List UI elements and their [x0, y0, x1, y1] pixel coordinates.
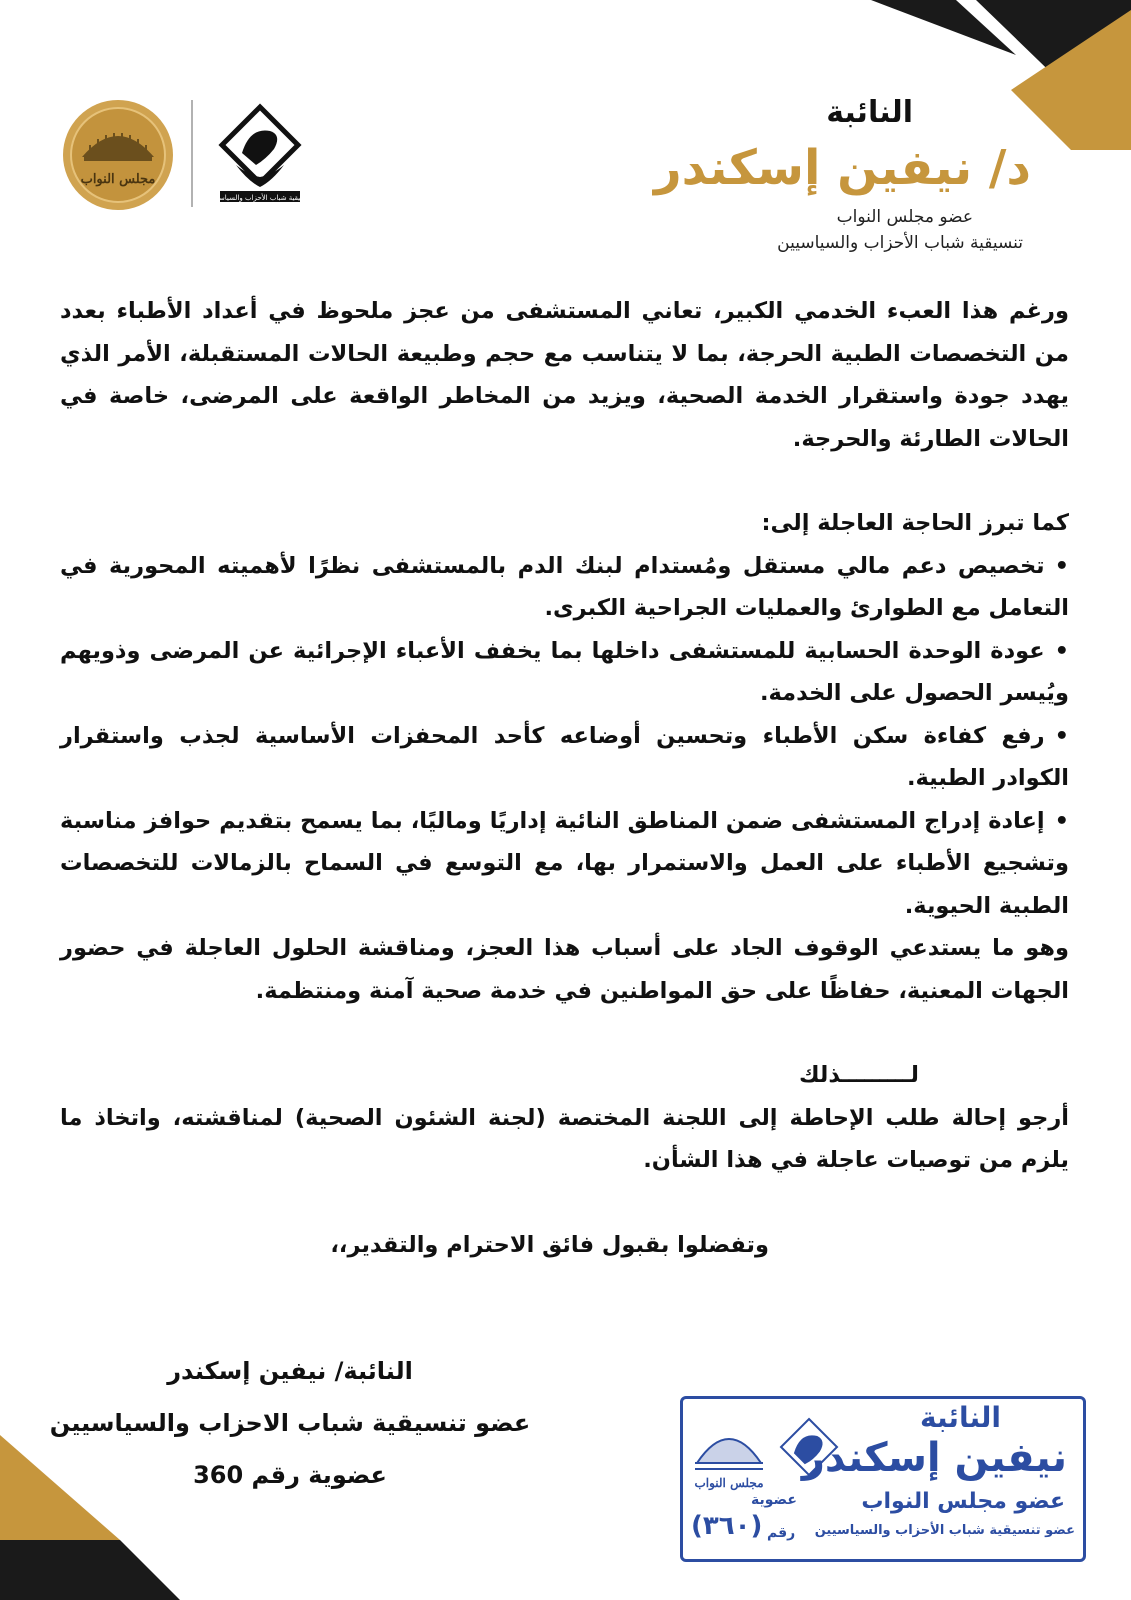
header-logos	[60, 95, 320, 220]
bullet-text: رفع كفاءة سكن الأطباء وتحسين أوضاعه كأحد المحفزات الأساسية لجذب واستقرار الكوادر الطبية.	[60, 722, 1069, 791]
paragraph-request-discussion: وهو ما يستدعي الوقوف الجاد على أسباب هذا العجز، ومناقشة الحلول العاجلة في حضور الجهات المعنية، حفاظًا على حق المواطنين في خدمة صحية آمنة ومنتظمة.	[60, 935, 1069, 1004]
role-line-1: عضو مجلس النواب	[836, 207, 973, 227]
bullet-item: •تخصيص دعم مالي مستقل ومُستدام لبنك الدم بالمستشفى نظرًا لأهميته المحورية في التعامل مع الطوارئ والعمليات الجراحية الكبرى.	[60, 552, 1069, 621]
bullet-item: •رفع كفاءة سكن الأطباء وتحسين أوضاعه كأحد المحفزات الأساسية لجذب واستقرار الكوادر الطبية.	[60, 722, 1069, 791]
signature-role: عضو تنسيقية شباب الاحزاب والسياسيين	[49, 1409, 531, 1437]
letter-body	[60, 290, 1069, 1266]
bullet-item: •إعادة إدراج المستشفى ضمن المناطق النائية إداريًا وماليًا، بما يسمح بتقديم حوافز مناسبة وتشجيع الأطباء على العمل والاستمرار بها، مع التوسع في السماح بالزمالات للتخصصات الطبية الحيوية.	[60, 807, 1069, 919]
bullet-text: إعادة إدراج المستشفى ضمن المناطق النائية إداريًا وماليًا، بما يسمح بتقديم حوافز مناسبة وتشجيع الأطباء على العمل والاستمرار بها، مع التوسع في السماح بالزمالات للتخصصات الطبية الحيوية.	[60, 807, 1069, 919]
signature-membership: عضوية رقم 360	[193, 1461, 387, 1489]
stamp-number-label: رقم	[767, 1525, 796, 1541]
stamp-membership-label: عضوية	[751, 1492, 797, 1508]
stamp-role-1: عضو مجلس النواب	[861, 1489, 1065, 1514]
stamp-title: النائبة	[920, 1401, 1001, 1434]
paragraph-referral: أرجو إحالة طلب الإحاطة إلى اللجنة المختصة (لجنة الشئون الصحية) لمناقشته، واتخاذ ما يلزم من توصيات عاجلة في هذا الشأن.	[60, 1104, 1069, 1173]
needs-intro: كما تبرز الحاجة العاجلة إلى:	[761, 510, 1069, 536]
mp-name-heading: د/ نيفين إسكندر	[653, 140, 1031, 196]
signature-block	[40, 1345, 540, 1501]
closing-line: وتفضلوا بقبول فائق الاحترام والتقدير،،	[330, 1231, 769, 1258]
parliament-seal-logo	[63, 100, 173, 210]
official-stamp	[680, 1396, 1086, 1562]
bullet-text: عودة الوحدة الحسابية للمستشفى داخلها بما يخفف الأعباء الإجرائية عن المرضى وذويهم ويُيسر الحصول على الخدمة.	[60, 637, 1069, 706]
parliament-seal-text: مجلس النواب	[80, 172, 156, 187]
signature-name: النائبة/ نيفين إسكندر	[167, 1357, 413, 1385]
stamp-membership-number: (٣٦٠)	[691, 1511, 763, 1541]
accordingly-heading: لـــــــــذلك	[798, 1062, 919, 1088]
stamp-role-2: عضو تنسيقية شباب الأحزاب والسياسيين	[814, 1523, 1075, 1538]
coordination-logo	[209, 107, 310, 202]
title-small: النائبة	[826, 95, 913, 130]
bullet-item: •عودة الوحدة الحسابية للمستشفى داخلها بما يخفف الأعباء الإجرائية عن المرضى وذويهم ويُيسر الحصول على الخدمة.	[60, 637, 1069, 706]
coordination-logo-text: تنسيقية شباب الأحزاب والسياسيين	[209, 194, 311, 202]
role-line-2: تنسيقية شباب الأحزاب والسياسيين	[777, 233, 1023, 253]
bullet-text: تخصيص دعم مالي مستقل ومُستدام لبنك الدم بالمستشفى نظرًا لأهميته المحورية في التعامل مع الطوارئ والعمليات الجراحية الكبرى.	[60, 552, 1069, 621]
stamp-logo-text: مجلس النواب	[694, 1476, 764, 1490]
paragraph-shortage: ورغم هذا العبء الخدمي الكبير، تعاني المستشفى من عجز ملحوظ في أعداد الأطباء بعدد من التخصصات الطبية الحرجة، بما لا يتناسب مع حجم وطبيعة الحالات المستقبلة، الأمر الذي يهدد جودة واستقرار الخدمة الصحية، ويزيد من المخاطر الواقعة على المرضى، خاصة في الحالات الطارئة والحرجة.	[60, 298, 1069, 452]
stamp-name: نيفين إسكندر	[801, 1435, 1067, 1481]
